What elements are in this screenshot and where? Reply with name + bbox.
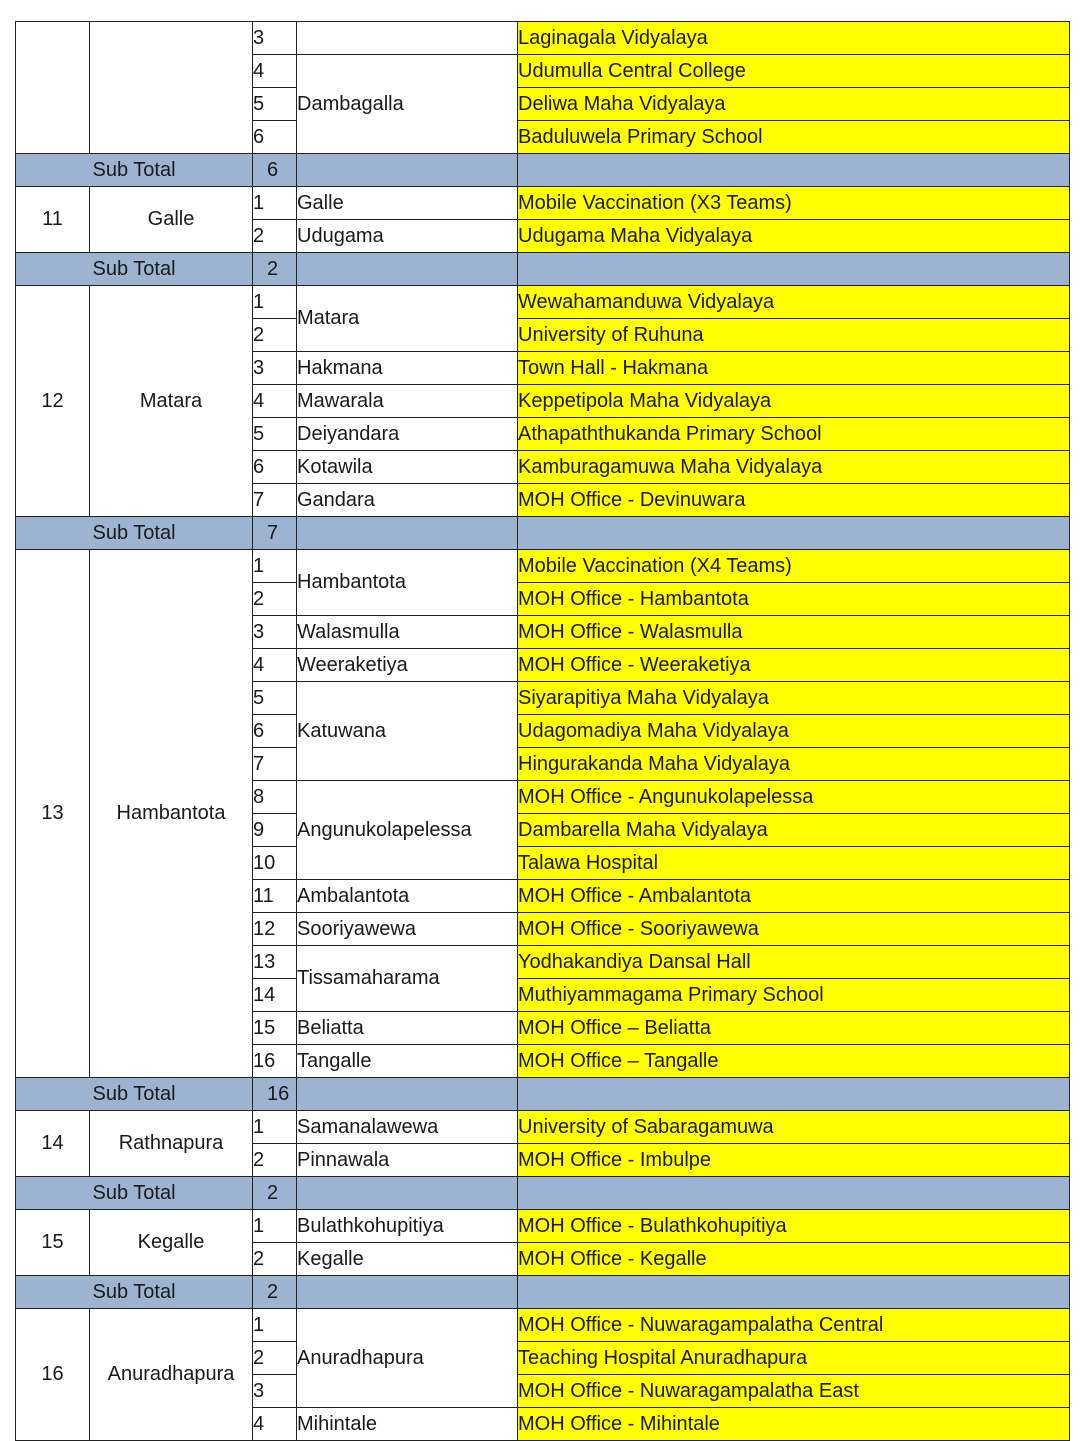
vaccination-center: Baduluwela Primary School [518, 121, 1070, 154]
vaccination-center: Muthiyammagama Primary School [518, 979, 1070, 1012]
vaccination-center: University of Sabaragamuwa [518, 1111, 1070, 1144]
district-number: 16 [16, 1309, 90, 1441]
center-index: 7 [253, 484, 297, 517]
subtotal-blank [518, 154, 1070, 187]
center-index: 9 [253, 814, 297, 847]
subtotal-label: Sub Total [16, 1177, 253, 1210]
moh-area: Hakmana [297, 352, 518, 385]
vaccination-center: MOH Office - Ambalantota [518, 880, 1070, 913]
center-index: 11 [253, 880, 297, 913]
subtotal-row [16, 154, 1070, 187]
table-row [16, 187, 1070, 220]
table-row [16, 286, 1070, 319]
vaccination-center: Laginagala Vidyalaya [518, 22, 1070, 55]
moh-area: Mihintale [297, 1408, 518, 1441]
vaccination-center: Siyarapitiya Maha Vidyalaya [518, 682, 1070, 715]
vaccination-center: Athapaththukanda Primary School [518, 418, 1070, 451]
vaccination-center: MOH Office – Tangalle [518, 1045, 1070, 1078]
subtotal-blank [518, 517, 1070, 550]
subtotal-row [16, 517, 1070, 550]
subtotal-count: 16 [253, 1078, 297, 1111]
vaccination-center: Mobile Vaccination (X3 Teams) [518, 187, 1070, 220]
table-row [16, 550, 1070, 583]
moh-area: Pinnawala [297, 1144, 518, 1177]
moh-area: Beliatta [297, 1012, 518, 1045]
vaccination-center: MOH Office – Beliatta [518, 1012, 1070, 1045]
center-index: 4 [253, 1408, 297, 1441]
district-name: Hambantota [90, 550, 253, 1078]
center-index: 4 [253, 649, 297, 682]
vaccination-center: Yodhakandiya Dansal Hall [518, 946, 1070, 979]
subtotal-count: 2 [253, 253, 297, 286]
vaccination-center: Udugama Maha Vidyalaya [518, 220, 1070, 253]
moh-area: Katuwana [297, 682, 518, 781]
vaccination-center: MOH Office - Bulathkohupitiya [518, 1210, 1070, 1243]
district-number: 14 [16, 1111, 90, 1177]
district-name: Rathnapura [90, 1111, 253, 1177]
moh-area: Hambantota [297, 550, 518, 616]
subtotal-count: 7 [253, 517, 297, 550]
subtotal-blank [297, 253, 518, 286]
center-index: 15 [253, 1012, 297, 1045]
center-index: 14 [253, 979, 297, 1012]
subtotal-blank [297, 1177, 518, 1210]
center-index: 6 [253, 451, 297, 484]
subtotal-blank [518, 1276, 1070, 1309]
vaccination-center: Mobile Vaccination (X4 Teams) [518, 550, 1070, 583]
center-index: 5 [253, 88, 297, 121]
subtotal-count: 6 [253, 154, 297, 187]
moh-area: Udugama [297, 220, 518, 253]
center-index: 2 [253, 583, 297, 616]
subtotal-blank [518, 1177, 1070, 1210]
center-index: 2 [253, 1144, 297, 1177]
vaccination-centers-table [15, 21, 1070, 1441]
table-row [16, 1210, 1070, 1243]
vaccination-center: Keppetipola Maha Vidyalaya [518, 385, 1070, 418]
vaccination-center: Wewahamanduwa Vidyalaya [518, 286, 1070, 319]
center-index: 3 [253, 22, 297, 55]
subtotal-blank [297, 517, 518, 550]
vaccination-center: Talawa Hospital [518, 847, 1070, 880]
moh-area: Tissamaharama [297, 946, 518, 1012]
center-index: 2 [253, 1243, 297, 1276]
moh-area: Tangalle [297, 1045, 518, 1078]
subtotal-label: Sub Total [16, 154, 253, 187]
center-index: 3 [253, 616, 297, 649]
vaccination-center: University of Ruhuna [518, 319, 1070, 352]
vaccination-center: Dambarella Maha Vidyalaya [518, 814, 1070, 847]
moh-area: Gandara [297, 484, 518, 517]
vaccination-center: MOH Office - Mihintale [518, 1408, 1070, 1441]
vaccination-center: MOH Office - Nuwaragampalatha Central [518, 1309, 1070, 1342]
subtotal-label: Sub Total [16, 517, 253, 550]
table-row [16, 1309, 1070, 1342]
district-name: Matara [90, 286, 253, 517]
subtotal-row [16, 253, 1070, 286]
moh-area: Sooriyawewa [297, 913, 518, 946]
center-index: 1 [253, 1210, 297, 1243]
center-index: 1 [253, 187, 297, 220]
moh-area: Bulathkohupitiya [297, 1210, 518, 1243]
subtotal-blank [297, 1078, 518, 1111]
center-index: 12 [253, 913, 297, 946]
vaccination-center: MOH Office - Nuwaragampalatha East [518, 1375, 1070, 1408]
center-index: 16 [253, 1045, 297, 1078]
center-index: 3 [253, 352, 297, 385]
district-name [90, 22, 253, 154]
moh-area: Deiyandara [297, 418, 518, 451]
moh-area: Kegalle [297, 1243, 518, 1276]
center-index: 2 [253, 1342, 297, 1375]
moh-area: Galle [297, 187, 518, 220]
center-index: 4 [253, 385, 297, 418]
center-index: 6 [253, 715, 297, 748]
subtotal-blank [297, 1276, 518, 1309]
subtotal-row [16, 1078, 1070, 1111]
moh-area: Mawarala [297, 385, 518, 418]
moh-area: Anuradhapura [297, 1309, 518, 1408]
center-index: 1 [253, 286, 297, 319]
district-number: 12 [16, 286, 90, 517]
center-index: 2 [253, 220, 297, 253]
vaccination-center: MOH Office - Devinuwara [518, 484, 1070, 517]
moh-area [297, 22, 518, 55]
table-row [16, 1111, 1070, 1144]
center-index: 10 [253, 847, 297, 880]
center-index: 1 [253, 1111, 297, 1144]
subtotal-label: Sub Total [16, 1078, 253, 1111]
subtotal-count: 2 [253, 1177, 297, 1210]
district-number: 11 [16, 187, 90, 253]
center-index: 3 [253, 1375, 297, 1408]
subtotal-blank [518, 1078, 1070, 1111]
vaccination-center: MOH Office - Kegalle [518, 1243, 1070, 1276]
subtotal-blank [297, 154, 518, 187]
vaccination-center: Deliwa Maha Vidyalaya [518, 88, 1070, 121]
subtotal-label: Sub Total [16, 253, 253, 286]
district-name: Anuradhapura [90, 1309, 253, 1441]
moh-area: Samanalawewa [297, 1111, 518, 1144]
vaccination-center: MOH Office - Weeraketiya [518, 649, 1070, 682]
vaccination-center: Udumulla Central College [518, 55, 1070, 88]
subtotal-label: Sub Total [16, 1276, 253, 1309]
subtotal-count: 2 [253, 1276, 297, 1309]
moh-area: Dambagalla [297, 55, 518, 154]
vaccination-center: MOH Office - Walasmulla [518, 616, 1070, 649]
center-index: 13 [253, 946, 297, 979]
vaccination-center: Udagomadiya Maha Vidyalaya [518, 715, 1070, 748]
district-number [16, 22, 90, 154]
vaccination-center: Teaching Hospital Anuradhapura [518, 1342, 1070, 1375]
moh-area: Angunukolapelessa [297, 781, 518, 880]
moh-area: Walasmulla [297, 616, 518, 649]
vaccination-center: Kamburagamuwa Maha Vidyalaya [518, 451, 1070, 484]
vaccination-center: MOH Office - Sooriyawewa [518, 913, 1070, 946]
moh-area: Matara [297, 286, 518, 352]
subtotal-row [16, 1177, 1070, 1210]
center-index: 6 [253, 121, 297, 154]
center-index: 2 [253, 319, 297, 352]
vaccination-center: Hingurakanda Maha Vidyalaya [518, 748, 1070, 781]
vaccination-center: MOH Office - Angunukolapelessa [518, 781, 1070, 814]
center-index: 1 [253, 550, 297, 583]
moh-area: Weeraketiya [297, 649, 518, 682]
district-number: 15 [16, 1210, 90, 1276]
subtotal-blank [518, 253, 1070, 286]
center-index: 8 [253, 781, 297, 814]
vaccination-center: MOH Office - Hambantota [518, 583, 1070, 616]
table-row [16, 22, 1070, 55]
subtotal-row [16, 1276, 1070, 1309]
vaccination-center: MOH Office - Imbulpe [518, 1144, 1070, 1177]
district-number: 13 [16, 550, 90, 1078]
center-index: 1 [253, 1309, 297, 1342]
district-name: Galle [90, 187, 253, 253]
center-index: 5 [253, 418, 297, 451]
table-body [16, 22, 1070, 1441]
moh-area: Kotawila [297, 451, 518, 484]
moh-area: Ambalantota [297, 880, 518, 913]
vaccination-center: Town Hall - Hakmana [518, 352, 1070, 385]
center-index: 7 [253, 748, 297, 781]
center-index: 5 [253, 682, 297, 715]
center-index: 4 [253, 55, 297, 88]
district-name: Kegalle [90, 1210, 253, 1276]
